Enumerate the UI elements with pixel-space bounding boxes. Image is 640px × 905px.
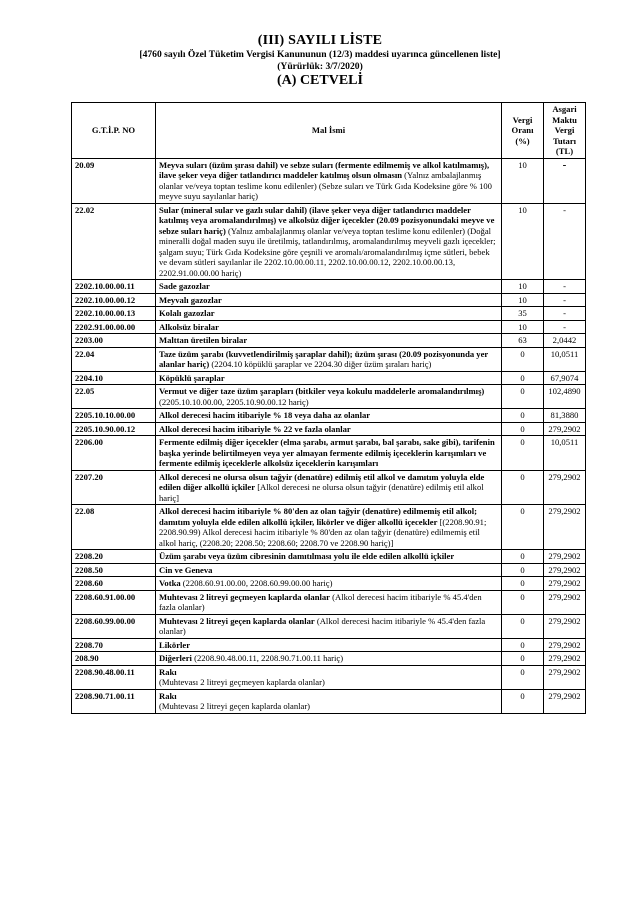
table-row [72, 320, 586, 334]
gtip-code: 2203.00 [72, 334, 156, 348]
item-name-note: (Alkol derecesi hacim itibariyle % 45.4'den fazla olanlar) [159, 615, 486, 636]
item-name [156, 371, 502, 385]
gtip-code: 2207.20 [72, 470, 156, 505]
minimum-tax-amount: 279,2902 [544, 614, 586, 638]
table-row [72, 334, 586, 348]
item-name [156, 563, 502, 577]
minimum-tax-amount: 279,2902 [544, 689, 586, 713]
column-header-rate: Vergi Oranı (%) [502, 103, 544, 159]
tax-rate: 0 [502, 652, 544, 666]
item-name-bold: Kolalı gazozlar [159, 308, 215, 318]
item-name-bold: Muhtevası 2 litreyi geçmeyen kaplarda olanlar [159, 591, 330, 602]
item-name-bold: Alkolsüz biralar [159, 321, 219, 332]
tax-rate: 0 [502, 385, 544, 409]
item-name-note: (2208.60.91.00.00, 2208.60.99.00.00 hariç) [180, 578, 333, 588]
item-name-bold: Malttan üretilen biralar [159, 335, 248, 345]
minimum-tax-amount: 102,4890 [544, 385, 586, 409]
minimum-tax-amount: 279,2902 [544, 563, 586, 577]
item-name [156, 334, 502, 348]
table-row [72, 689, 586, 713]
tax-rate: 63 [502, 334, 544, 348]
table-row [72, 505, 586, 550]
gtip-code: 2205.10.90.00.12 [72, 422, 156, 436]
gtip-code: 2208.90.48.00.11 [72, 665, 156, 689]
tax-rate: 0 [502, 409, 544, 423]
item-name [156, 590, 502, 614]
tax-rate: 10 [502, 158, 544, 203]
item-name-note: (2205.10.10.00.00, 2205.10.90.00.12 hariç) [159, 396, 309, 407]
gtip-code: 2208.90.71.00.11 [72, 689, 156, 713]
item-name-bold: Votka [159, 578, 181, 588]
gtip-code: 2208.70 [72, 638, 156, 652]
item-name-note: (2208.90.48.00.11, 2208.90.71.00.11 hariç) [191, 653, 344, 663]
gtip-code: 2205.10.10.00.00 [72, 409, 156, 423]
tax-rate: 0 [502, 614, 544, 638]
item-name-bold: Rakı [159, 666, 177, 677]
table-row [72, 614, 586, 638]
column-header-name: Mal İsmi [156, 103, 502, 159]
minimum-tax-amount: 279,2902 [544, 638, 586, 652]
item-name-bold: Sade gazozlar [159, 281, 210, 291]
tax-rate: 0 [502, 347, 544, 371]
item-name-bold: Alkol derecesi hacim itibariyle % 80'den az olan tağyir (denatüre) edilmemiş etil alkol; damıtım yoluyla elde edilen alkollü içkiler, likörler ve diğer alkollü içecekler [159, 506, 477, 527]
table-row [72, 550, 586, 564]
table-row [72, 665, 586, 689]
table-row [72, 158, 586, 203]
tax-rate: 10 [502, 203, 544, 280]
item-name [156, 436, 502, 471]
table-row [72, 563, 586, 577]
item-name-bold: Alkol derecesi hacim itibariyle % 18 veya daha az olanlar [159, 410, 371, 420]
minimum-tax-amount: 279,2902 [544, 665, 586, 689]
table-row [72, 577, 586, 591]
item-name [156, 293, 502, 307]
tax-rate: 0 [502, 436, 544, 471]
item-name-bold: Rakı [159, 690, 177, 701]
item-name-note: (Yalnız ambalajlanmış olanlar ve/veya toptan teslime konu edilenler) (Doğal mineralli doğal maden suyu ile üretilmiş, tatlandırılmış, aromalandırılmış meyveli gazlı içecekler; şalgam suyu; Türk Gıda Kodeksine göre çeşnili ve aromalı/aromalandırılmış içme sütleri, bebek ve devam sütleri sayılanlar ile 2202.10.00.00.11, 2202.10.00.00.12, 2202.10.00.00.13, 2202.91.00.00.00 hariç) [159, 225, 496, 278]
column-header-code: G.T.İ.P. NO [72, 103, 156, 159]
minimum-tax-amount: - [544, 203, 586, 280]
table-row [72, 652, 586, 666]
item-name-bold: Vermut ve diğer taze üzüm şarapları (bitkiler veya kokulu maddelerle aromalandırılmış) [159, 386, 485, 396]
item-name [156, 470, 502, 505]
table-row [72, 470, 586, 505]
gtip-code: 2208.60.99.00.00 [72, 614, 156, 638]
table-row [72, 385, 586, 409]
table-body [72, 158, 586, 713]
minimum-tax-amount: 279,2902 [544, 550, 586, 564]
tax-rate: 35 [502, 307, 544, 321]
tax-rate: 0 [502, 638, 544, 652]
item-name-note: [(2208.90.91; 2208.90.99) Alkol derecesi hacim itibariyle % 80'den az olan tağyir (denatüre) edilmemiş etil alkol hariç, (2208.20; 2208.50; 2208.60; 2208.70 ve 2208.90 hariç)] [159, 516, 487, 548]
tax-rate: 0 [502, 422, 544, 436]
minimum-tax-amount: 279,2902 [544, 652, 586, 666]
gtip-code: 22.04 [72, 347, 156, 371]
cetvel-title: (A) CETVELİ [277, 73, 363, 88]
item-name-bold: Fermente edilmiş diğer içecekler (elma şarabı, armut şarabı, bal şarabı, sake gibi), tarifenin başka yerinde belirtilmeyen veya yer almayan fermente edilmiş içeceklerin karışımları ve fermente edilmiş içeceklerle alkolsüz içeceklerin karışımları [159, 437, 495, 468]
item-name-bold: Alkol derecesi hacim itibariyle % 22 ve fazla olanlar [159, 423, 351, 434]
item-name [156, 550, 502, 564]
effective-date: (Yürürlük: 3/7/2020) [277, 61, 363, 72]
gtip-code: 2208.20 [72, 550, 156, 564]
item-name-bold: Alkol derecesi ne olursa olsun tağyir (denatüre) edilmiş etil alkol ve damıtım yoluyla elde edilen diğer alkollü içkiler [159, 471, 485, 492]
item-name-note: [Alkol derecesi ne olursa olsun tağyir (denatüre) edilmiş etil alkol hariç] [159, 482, 484, 503]
gtip-code: 2206.00 [72, 436, 156, 471]
item-name-bold: Taze üzüm şarabı (kuvvetlendirilmiş şaraplar dahil); üzüm şırası (20.09 pozisyonunda yer alanlar hariç) [159, 348, 489, 369]
tax-rate: 0 [502, 577, 544, 591]
gtip-code: 2208.50 [72, 563, 156, 577]
item-name [156, 307, 502, 321]
item-name [156, 320, 502, 334]
item-name [156, 665, 502, 689]
item-name [156, 280, 502, 294]
item-name [156, 203, 502, 280]
tax-rate: 0 [502, 470, 544, 505]
column-header-amount: Asgari Maktu Vergi Tutarı (TL) [544, 103, 586, 159]
table-row [72, 436, 586, 471]
item-name-note: (Alkol derecesi hacim itibariyle % 45.4'den fazla olanlar) [159, 591, 482, 612]
item-name [156, 158, 502, 203]
item-name-note: (Muhtevası 2 litreyi geçen kaplarda olanlar) [159, 701, 311, 711]
minimum-tax-amount: - [544, 293, 586, 307]
gtip-code: 22.05 [72, 385, 156, 409]
item-name-bold: Likörler [159, 639, 191, 650]
table-row [72, 347, 586, 371]
minimum-tax-amount: 279,2902 [544, 577, 586, 591]
minimum-tax-amount: 81,3880 [544, 409, 586, 423]
item-name-bold: Köpüklü şaraplar [159, 372, 225, 383]
minimum-tax-amount: 10,0511 [544, 436, 586, 471]
item-name [156, 614, 502, 638]
list-title: (III) SAYILI LİSTE [257, 33, 383, 48]
tax-rate: 0 [502, 371, 544, 385]
table-row [72, 371, 586, 385]
gtip-code: 2202.10.00.00.13 [72, 307, 156, 321]
minimum-tax-amount: 279,2902 [544, 590, 586, 614]
item-name-note: (Yalnız ambalajlanmış olanlar ve/veya toptan teslime konu edilenler) (Sebze suları ve Türk Gıda Kodeksine göre % 100 meyve suyu sayılanlar hariç) [159, 170, 492, 201]
item-name [156, 505, 502, 550]
item-name [156, 422, 502, 436]
gtip-code: 22.08 [72, 505, 156, 550]
item-name-bold: Cin ve Geneva [159, 564, 213, 575]
minimum-tax-amount: 10,0511 [544, 347, 586, 371]
item-name [156, 638, 502, 652]
document-header [0, 33, 640, 88]
item-name-bold: Muhtevası 2 litreyi geçen kaplarda olanlar [159, 615, 315, 626]
item-name-bold: Sular (mineral sular ve gazlı sular dahil) (ilave şeker veya diğer tatlandırıcı maddeler katılmış veya aromalandırılmış) ve alkolsüz diğer içecekler (20.09 pozisyonundaki meyve ve sebze suları hariç) [159, 204, 495, 236]
minimum-tax-amount: 2,0442 [544, 334, 586, 348]
tax-rate: 10 [502, 293, 544, 307]
item-name [156, 652, 502, 666]
tax-rate: 10 [502, 320, 544, 334]
gtip-code: 22.02 [72, 203, 156, 280]
gtip-code: 2204.10 [72, 371, 156, 385]
item-name [156, 385, 502, 409]
minimum-tax-amount: 279,2902 [544, 422, 586, 436]
table-row [72, 280, 586, 294]
minimum-tax-amount: - [544, 307, 586, 321]
item-name-bold: Üzüm şarabı veya üzüm cibresinin damıtılması yolu ile elde edilen alkollü içkiler [159, 551, 455, 561]
table-header-row [72, 103, 586, 159]
table-row [72, 203, 586, 280]
tax-rate: 0 [502, 505, 544, 550]
table-row [72, 409, 586, 423]
minimum-tax-amount: 279,2902 [544, 505, 586, 550]
tax-table [71, 102, 586, 714]
item-name-bold: Diğerleri [159, 653, 192, 663]
tax-rate: 0 [502, 563, 544, 577]
item-name [156, 409, 502, 423]
minimum-tax-amount: 279,2902 [544, 470, 586, 505]
gtip-code: 2208.60 [72, 577, 156, 591]
table-row [72, 307, 586, 321]
gtip-code: 2208.60.91.00.00 [72, 590, 156, 614]
minimum-tax-amount: 67,9074 [544, 371, 586, 385]
gtip-code: 2202.91.00.00.00 [72, 320, 156, 334]
gtip-code: 2202.10.00.00.11 [72, 280, 156, 294]
minimum-tax-amount: - [544, 158, 586, 203]
tax-rate: 0 [502, 590, 544, 614]
item-name-bold: Meyva suları (üzüm şırası dahil) ve sebze suları (fermente edilmemiş ve alkol katılmamış), ilave şeker veya diğer tatlandırıcı maddeler katılmış olsun olmasın [159, 159, 490, 180]
table-row [72, 293, 586, 307]
item-name [156, 347, 502, 371]
tax-rate: 0 [502, 665, 544, 689]
item-name [156, 577, 502, 591]
gtip-code: 20.09 [72, 158, 156, 203]
item-name [156, 689, 502, 713]
minimum-tax-amount: - [544, 280, 586, 294]
minimum-tax-amount: - [544, 320, 586, 334]
item-name-bold: Meyvalı gazozlar [159, 294, 222, 305]
tax-rate: 0 [502, 550, 544, 564]
table-row [72, 422, 586, 436]
gtip-code: 208.90 [72, 652, 156, 666]
tax-rate: 10 [502, 280, 544, 294]
item-name-note: (2204.10 köpüklü şaraplar ve 2204.30 diğer üzüm şıraları hariç) [209, 359, 432, 369]
tax-rate: 0 [502, 689, 544, 713]
gtip-code: 2202.10.00.00.12 [72, 293, 156, 307]
table-row [72, 590, 586, 614]
item-name-note: (Muhtevası 2 litreyi geçmeyen kaplarda olanlar) [159, 677, 325, 687]
list-subtitle: [4760 sayılı Özel Tüketim Vergisi Kanununun (12/3) maddesi uyarınca güncellenen liste] [139, 49, 501, 60]
table-row [72, 638, 586, 652]
